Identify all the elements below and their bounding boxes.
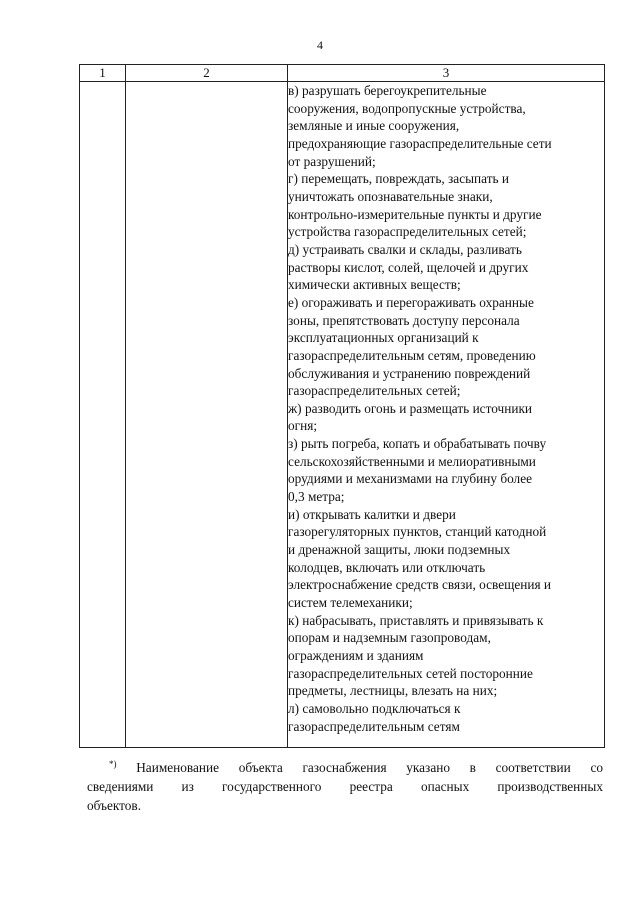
text-line: опорам и надземным газопроводам, — [288, 630, 491, 646]
text-line: орудиями и механизмами на глубину более — [288, 471, 532, 487]
header-col-2: 2 — [126, 65, 288, 82]
text-line: в) разрушать берегоукрепительные — [288, 83, 487, 98]
footnote-text-1: Наименование объекта газоснабжения указано в соответствии со — [136, 760, 604, 775]
table-header-row — [80, 65, 605, 82]
footnote-line-1 — [87, 758, 603, 777]
text-line: з) рыть погреба, копать и обрабатывать почву — [288, 436, 547, 452]
text-line: предметы, лестницы, влезать на них; — [288, 683, 498, 699]
text-line: химически активных веществ; — [288, 277, 461, 293]
text-line: устройства газораспределительных сетей; — [288, 224, 527, 240]
text-line: растворы кислот, солей, щелочей и других — [288, 259, 529, 275]
text-line: е) огораживать и перегораживать охранные — [288, 294, 534, 310]
text-line: уничтожать опознавательные знаки, — [288, 188, 493, 204]
text-line: земляные и иные сооружения, — [288, 118, 460, 134]
header-col-3: 3 — [288, 65, 605, 82]
footnote-line-2: сведениями из государственного реестра опасных производственных — [87, 779, 603, 794]
text-line: сельскохозяйственными и мелиоративными — [288, 453, 536, 469]
text-line: газораспределительным сетям, проведению — [288, 347, 536, 363]
footnote — [87, 758, 603, 815]
text-line: газораспределительным сетям — [288, 718, 460, 734]
table-row — [80, 82, 605, 748]
col-2-cell — [126, 82, 288, 748]
text-line: сооружения, водопропускные устройства, — [288, 100, 526, 116]
text-line: и дренажной защиты, люки подземных — [288, 542, 511, 558]
text-line: 0,3 метра; — [288, 489, 345, 505]
text-line: ж) разводить огонь и размещать источники — [288, 400, 533, 416]
text-line: систем телемеханики; — [288, 595, 413, 611]
text-line: г) перемещать, повреждать, засыпать и — [288, 171, 510, 187]
text-line: электроснабжение средств связи, освещения и — [288, 577, 552, 593]
text-line: от разрушений; — [288, 153, 376, 169]
footnote-marker: *) — [109, 759, 117, 769]
text-line: газораспределительных сетей посторонние — [288, 665, 533, 681]
text-line: газорегуляторных пунктов, станций катодной — [288, 524, 547, 540]
text-line: л) самовольно подключаться к — [288, 700, 461, 716]
header-col-1: 1 — [80, 65, 126, 82]
text-line: колодцев, включать или отключать — [288, 559, 486, 575]
text-line: и) открывать калитки и двери — [288, 506, 456, 522]
text-line: предохраняющие газораспределительные сети — [288, 135, 552, 151]
text-line: зоны, препятствовать доступу персонала — [288, 312, 520, 328]
text-line: эксплуатационных организаций к — [288, 330, 479, 346]
requirements-table — [79, 64, 605, 748]
text-line: огня; — [288, 418, 318, 434]
page-number: 4 — [317, 38, 323, 52]
prohibitions-cell — [288, 82, 605, 748]
col-1-cell — [80, 82, 126, 748]
text-line: д) устраивать свалки и склады, разливать — [288, 241, 522, 257]
text-line: к) набрасывать, приставлять и привязывать к — [288, 612, 544, 628]
text-line: ограждениям и зданиям — [288, 648, 424, 663]
text-line: обслуживания и устранению повреждений — [288, 365, 531, 381]
text-line: газораспределительных сетей; — [288, 383, 461, 399]
text-line: контрольно-измерительные пункты и другие — [288, 206, 542, 222]
footnote-line-3: объектов. — [87, 798, 142, 813]
